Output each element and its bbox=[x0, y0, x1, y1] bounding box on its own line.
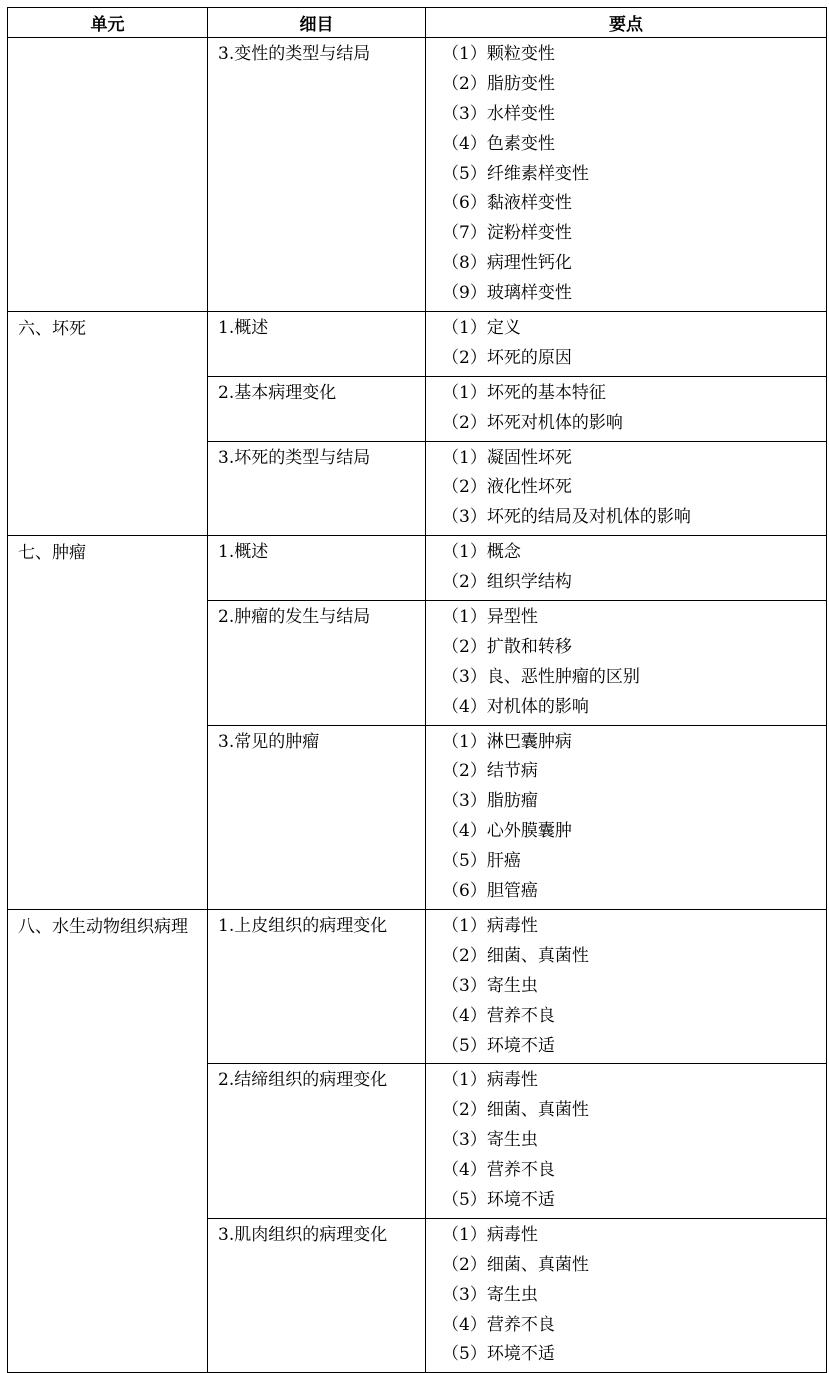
point-item: （7）淀粉样变性 bbox=[442, 223, 572, 244]
point-item: （4）营养不良 bbox=[442, 1314, 555, 1335]
unit-cell: 六、坏死 bbox=[8, 312, 208, 536]
points-cell bbox=[426, 376, 827, 441]
point-item: （2）坏死对机体的影响 bbox=[442, 412, 623, 433]
detail-cell: 2.基本病理变化 bbox=[208, 376, 426, 441]
detail-cell: 3.常见的肿瘤 bbox=[208, 725, 426, 909]
points-cell bbox=[426, 312, 827, 377]
detail-cell: 1.上皮组织的病理变化 bbox=[208, 909, 426, 1063]
point-item: （5）纤维素样变性 bbox=[442, 163, 589, 184]
header-unit: 单元 bbox=[8, 8, 208, 38]
points-cell bbox=[426, 38, 827, 312]
point-item: （1）淋巴囊肿病 bbox=[442, 731, 572, 752]
unit-cell: 七、肿瘤 bbox=[8, 536, 208, 910]
point-item: （5）肝癌 bbox=[442, 851, 521, 872]
point-item: （5）环境不适 bbox=[442, 1189, 555, 1210]
syllabus-table bbox=[7, 7, 827, 1373]
point-item: （1）病毒性 bbox=[442, 1070, 538, 1091]
point-item: （5）环境不适 bbox=[442, 1035, 555, 1056]
points-cell bbox=[426, 536, 827, 601]
point-item: （2）脂肪变性 bbox=[442, 73, 555, 94]
point-item: （2）细菌、真菌性 bbox=[442, 1100, 589, 1121]
table-row bbox=[8, 38, 827, 312]
point-item: （2）细菌、真菌性 bbox=[442, 1254, 589, 1275]
detail-cell: 2.结缔组织的病理变化 bbox=[208, 1064, 426, 1218]
point-item: （3）坏死的结局及对机体的影响 bbox=[442, 507, 691, 528]
point-item: （3）寄生虫 bbox=[442, 1284, 538, 1305]
detail-cell: 1.概述 bbox=[208, 312, 426, 377]
point-item: （2）组织学结构 bbox=[442, 572, 572, 593]
point-item: （1）凝固性坏死 bbox=[442, 447, 572, 468]
point-item: （1）颗粒变性 bbox=[442, 44, 555, 64]
points-cell bbox=[426, 1218, 827, 1372]
point-item: （3）脂肪瘤 bbox=[442, 791, 538, 812]
point-item: （2）扩散和转移 bbox=[442, 636, 572, 657]
detail-cell: 3.坏死的类型与结局 bbox=[208, 441, 426, 536]
point-item: （3）水样变性 bbox=[442, 103, 555, 124]
points-cell bbox=[426, 725, 827, 909]
detail-cell: 2.肿瘤的发生与结局 bbox=[208, 601, 426, 726]
header-points: 要点 bbox=[426, 8, 827, 38]
point-item: （3）寄生虫 bbox=[442, 1130, 538, 1151]
points-cell bbox=[426, 601, 827, 726]
table-header-row bbox=[8, 8, 827, 38]
point-item: （3）良、恶性肿瘤的区别 bbox=[442, 666, 640, 687]
point-item: （2）坏死的原因 bbox=[442, 347, 572, 368]
point-item: （4）营养不良 bbox=[442, 1005, 555, 1026]
detail-cell: 3.变性的类型与结局 bbox=[208, 38, 426, 312]
unit-cell-continued bbox=[8, 38, 208, 312]
point-item: （1）病毒性 bbox=[442, 915, 538, 936]
detail-cell: 3.肌肉组织的病理变化 bbox=[208, 1218, 426, 1372]
point-item: （4）营养不良 bbox=[442, 1160, 555, 1181]
point-item: （1）异型性 bbox=[442, 607, 538, 628]
table-row bbox=[8, 312, 827, 377]
point-item: （6）黏液样变性 bbox=[442, 193, 572, 214]
point-item: （5）环境不适 bbox=[442, 1344, 555, 1365]
point-item: （4）心外膜囊肿 bbox=[442, 821, 572, 842]
point-item: （6）胆管癌 bbox=[442, 881, 538, 902]
point-item: （1）病毒性 bbox=[442, 1224, 538, 1245]
points-cell bbox=[426, 909, 827, 1063]
table-row bbox=[8, 909, 827, 1063]
point-item: （1）定义 bbox=[442, 318, 521, 339]
point-item: （1）坏死的基本特征 bbox=[442, 382, 606, 403]
detail-cell: 1.概述 bbox=[208, 536, 426, 601]
unit-cell: 八、水生动物组织病理 bbox=[8, 909, 208, 1372]
table-row bbox=[8, 536, 827, 601]
point-item: （8）病理性钙化 bbox=[442, 253, 572, 274]
points-cell bbox=[426, 1064, 827, 1218]
header-detail: 细目 bbox=[208, 8, 426, 38]
points-cell bbox=[426, 441, 827, 536]
point-item: （4）对机体的影响 bbox=[442, 696, 589, 717]
point-item: （2）细菌、真菌性 bbox=[442, 945, 589, 966]
point-item: （3）寄生虫 bbox=[442, 975, 538, 996]
point-item: （4）色素变性 bbox=[442, 133, 555, 154]
point-item: （2）液化性坏死 bbox=[442, 477, 572, 498]
point-item: （9）玻璃样变性 bbox=[442, 283, 572, 304]
point-item: （2）结节病 bbox=[442, 761, 538, 782]
point-item: （1）概念 bbox=[442, 542, 521, 563]
